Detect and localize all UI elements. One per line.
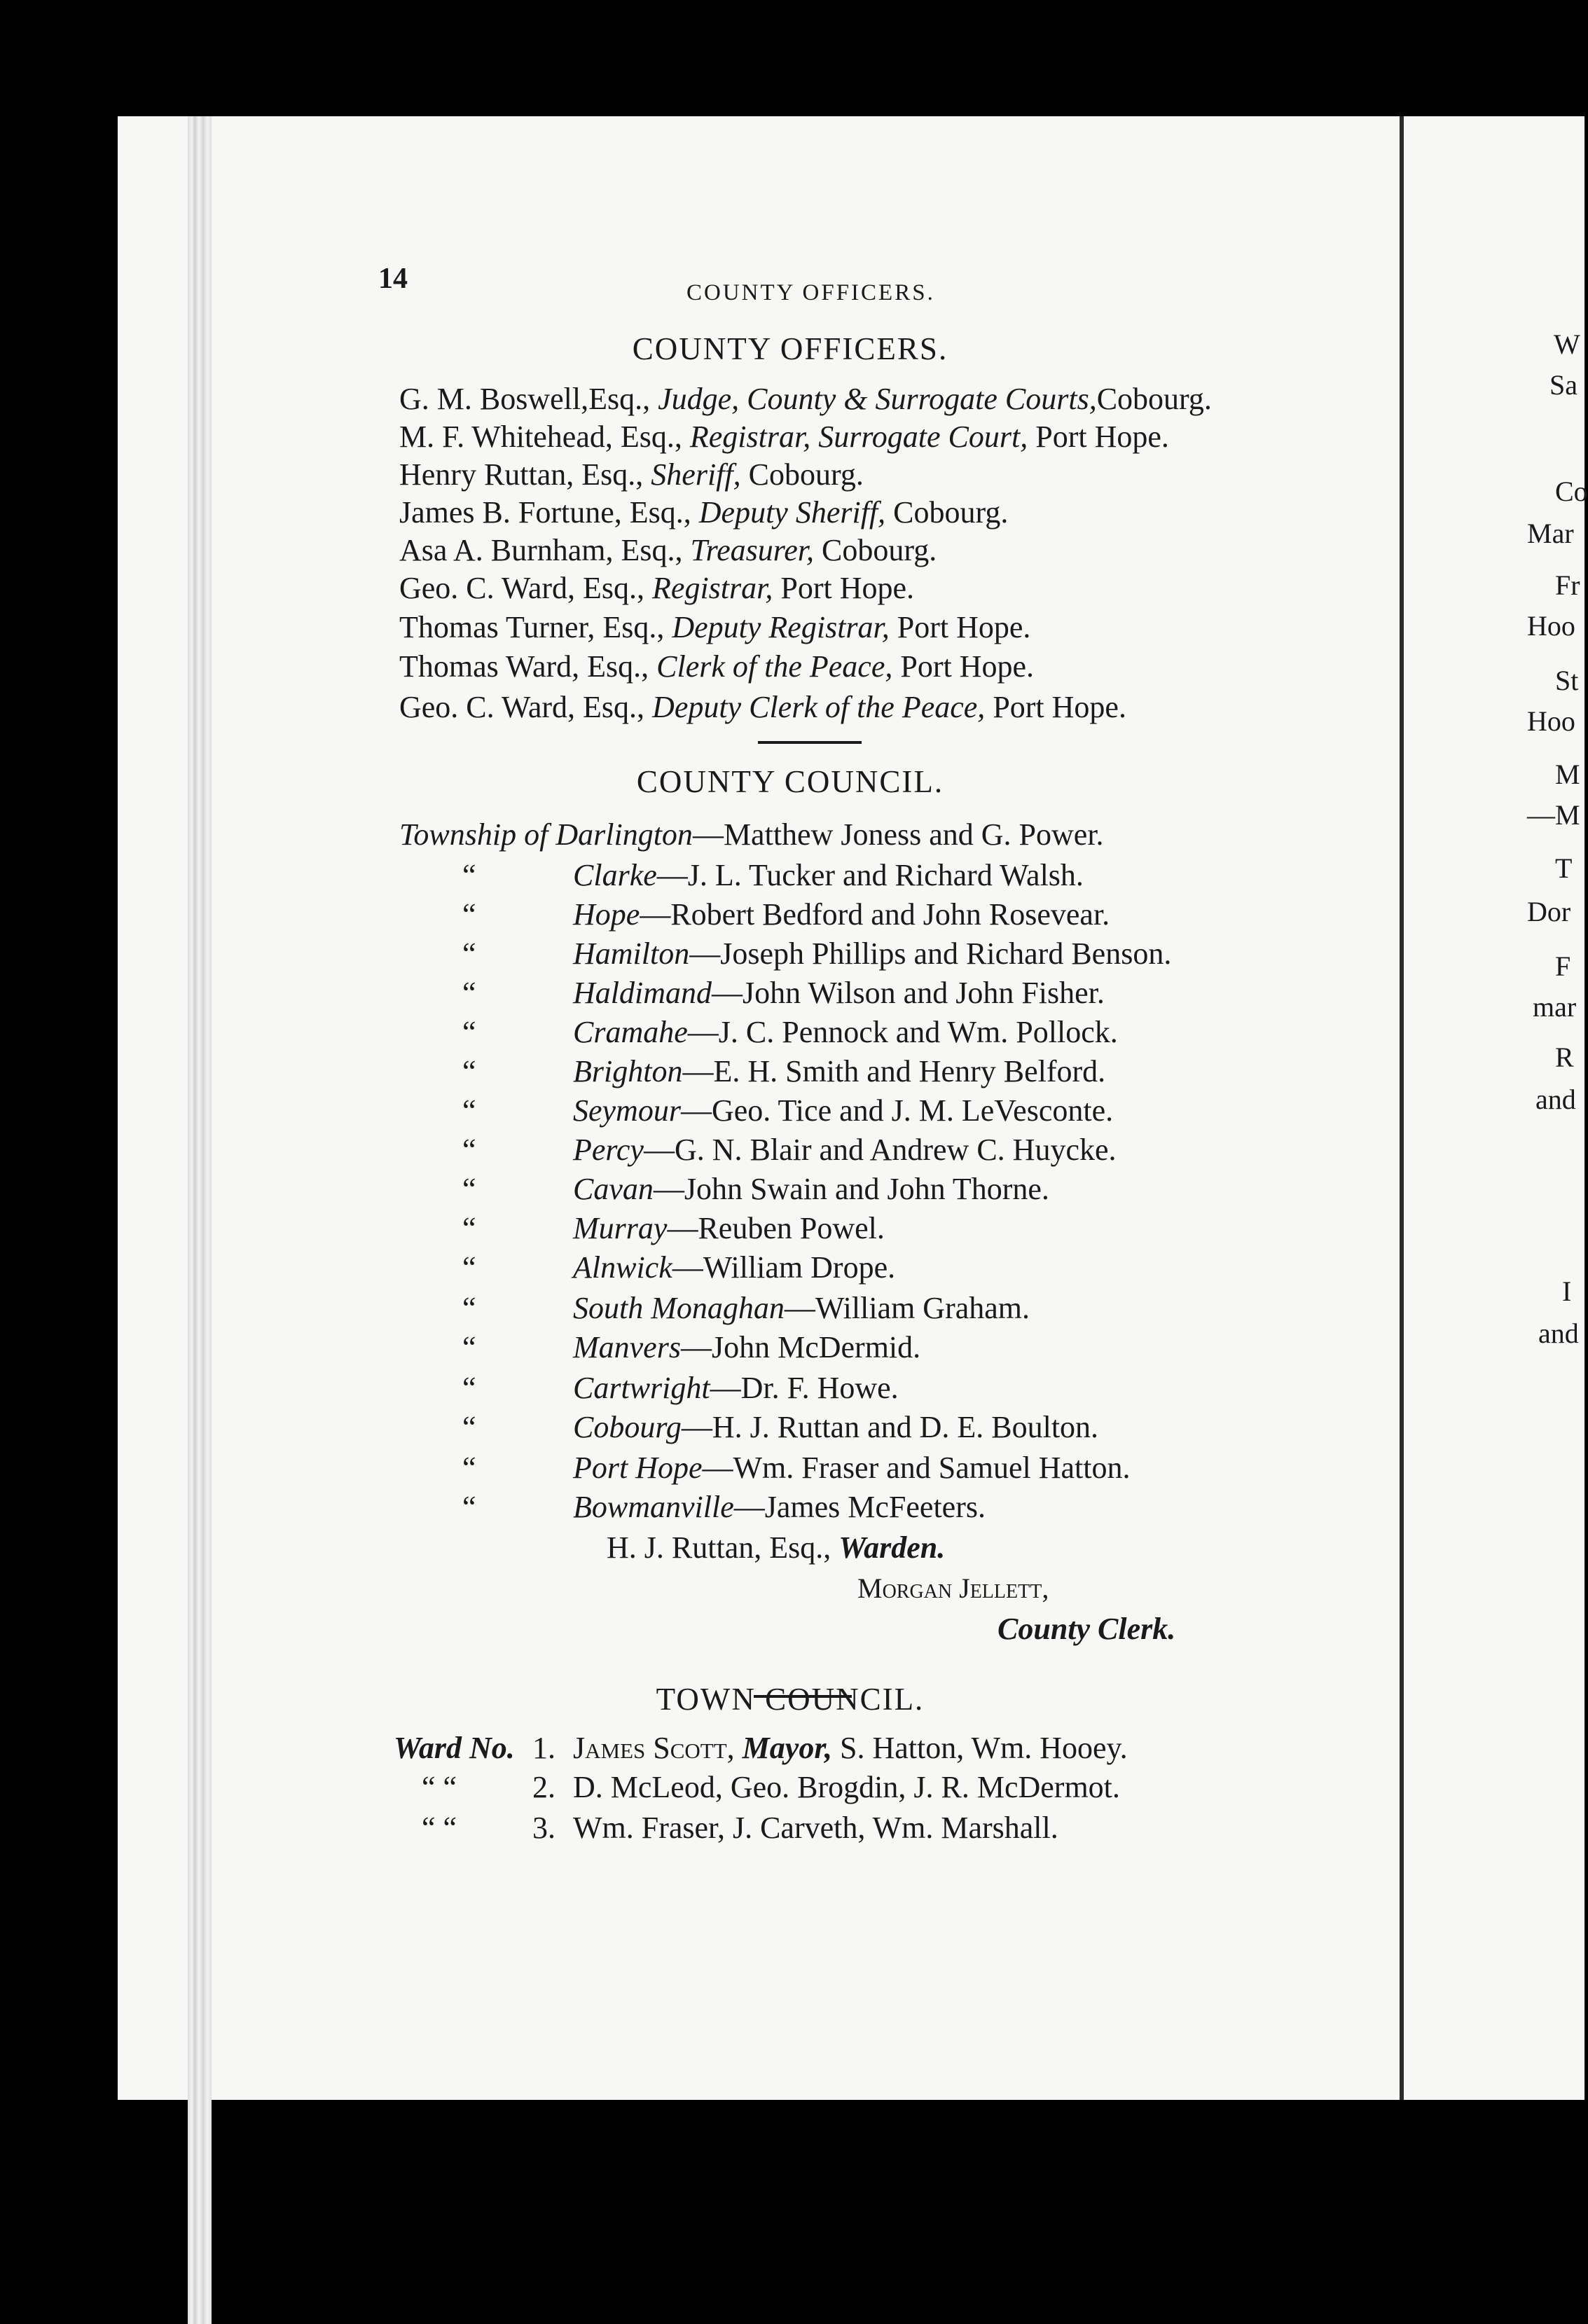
facing-fragment: mar — [1533, 991, 1577, 1023]
ward-line: Wm. Fraser, J. Carveth, Wm. Marshall. — [573, 1811, 1058, 1845]
facing-fragment: St — [1555, 665, 1579, 696]
council-line: “ — [462, 1490, 476, 1524]
running-head: COUNTY OFFICERS. — [686, 280, 935, 305]
officer-line: Thomas Ward, Esq., Clerk of the Peace, Port Hope. — [399, 649, 1035, 684]
council-line: “ — [462, 897, 476, 932]
council-line: Cobourg—H. J. Ruttan and D. E. Boulton. — [573, 1410, 1099, 1444]
facing-fragment: and — [1535, 1084, 1576, 1115]
officer-line: James B. Fortune, Esq., Deputy Sheriff, Cobourg. — [399, 495, 1009, 530]
council-line: Alnwick—William Drope. — [573, 1250, 896, 1285]
page-number: 14 — [378, 263, 408, 295]
council-line: “ — [462, 1451, 476, 1485]
facing-fragment: —M — [1527, 799, 1580, 831]
facing-fragment: W — [1554, 328, 1580, 360]
officer-line: Henry Ruttan, Esq., Sheriff, Cobourg. — [399, 457, 864, 492]
county-council-title: COUNTY COUNCIL. — [636, 764, 944, 799]
council-line: Haldimand—John Wilson and John Fisher. — [573, 976, 1105, 1010]
section-divider — [758, 741, 862, 744]
council-line: Cramahe—J. C. Pennock and Wm. Pollock. — [573, 1015, 1118, 1049]
facing-fragment: and — [1538, 1317, 1579, 1349]
ward-line: 2. — [532, 1770, 555, 1804]
council-line: Cavan—John Swain and John Thorne. — [573, 1172, 1049, 1206]
council-line: “ — [462, 1330, 476, 1364]
council-line: Manvers—John McDermid. — [573, 1330, 921, 1364]
council-line: Port Hope—Wm. Fraser and Samuel Hatton. — [573, 1451, 1131, 1485]
facing-fragment: Mar — [1527, 518, 1574, 549]
facing-fragment: Dor — [1527, 896, 1571, 927]
officer-line: Thomas Turner, Esq., Deputy Registrar, Port Hope. — [399, 610, 1031, 644]
council-line: “ — [462, 1211, 476, 1245]
ward-line: 3. — [532, 1811, 555, 1845]
officer-line: Asa A. Burnham, Esq., Treasurer, Cobourg. — [399, 533, 937, 567]
clerk-name: Morgan Jellett, — [857, 1572, 1049, 1604]
council-line: Clarke—J. L. Tucker and Richard Walsh. — [573, 858, 1084, 892]
ward-line: James Scott, Mayor, S. Hatton, Wm. Hooey. — [573, 1731, 1128, 1765]
council-line: Bowmanville—James McFeeters. — [573, 1490, 986, 1524]
ward-line: 1. — [532, 1731, 555, 1765]
county-officers-title: COUNTY OFFICERS. — [632, 331, 948, 366]
council-line: Hamilton—Joseph Phillips and Richard Benson. — [573, 936, 1172, 971]
council-line: Seymour—Geo. Tice and J. M. LeVesconte. — [573, 1093, 1114, 1128]
council-line: “ — [462, 1054, 476, 1088]
council-line: Hope—Robert Bedford and John Rosevear. — [573, 897, 1110, 932]
council-line: “ — [462, 1410, 476, 1444]
ward-line: “ “ — [422, 1770, 457, 1804]
facing-fragment: Sa — [1549, 369, 1577, 401]
officer-line: Geo. C. Ward, Esq., Registrar, Port Hope. — [399, 571, 915, 605]
council-line: South Monaghan—William Graham. — [573, 1291, 1030, 1325]
facing-fragment: Fr — [1555, 569, 1580, 601]
council-line: “ — [462, 936, 476, 971]
council-line: “ — [462, 1250, 476, 1285]
facing-fragment: Hoo — [1527, 610, 1575, 642]
facing-fragment: Hoo — [1527, 705, 1575, 737]
council-line: “ — [462, 1291, 476, 1325]
officer-line: Geo. C. Ward, Esq., Deputy Clerk of the Peace, Port Hope. — [399, 690, 1126, 724]
officer-line: G. M. Boswell,Esq., Judge, County & Surrogate Courts,Cobourg. — [399, 382, 1212, 416]
page-gutter — [188, 116, 212, 2324]
facing-fragment: I — [1562, 1275, 1572, 1307]
council-line: Township of Darlington—Matthew Joness and G. Power. — [399, 817, 1104, 852]
town-council-title: TOWN COUNCIL. — [656, 1682, 925, 1717]
facing-fragment: F — [1555, 950, 1571, 982]
council-line: “ — [462, 1015, 476, 1049]
clerk-title: County Clerk. — [997, 1612, 1176, 1646]
facing-fragment: M — [1555, 759, 1580, 790]
council-line: “ — [462, 976, 476, 1010]
council-line: “ — [462, 1093, 476, 1128]
council-line: “ — [462, 1371, 476, 1405]
council-line: “ — [462, 1133, 476, 1167]
ward-line: D. McLeod, Geo. Brogdin, J. R. McDermot. — [573, 1770, 1120, 1804]
ward-line: Ward No. — [394, 1731, 515, 1765]
council-line: Cartwright—Dr. F. Howe. — [573, 1371, 899, 1405]
council-line: Brighton—E. H. Smith and Henry Belford. — [573, 1054, 1106, 1088]
council-line: “ — [462, 858, 476, 892]
facing-fragment: Co — [1555, 476, 1588, 507]
facing-fragment: T — [1555, 852, 1573, 884]
ward-line: “ “ — [422, 1811, 457, 1845]
facing-fragment: R — [1555, 1042, 1574, 1073]
warden-line: H. J. Ruttan, Esq., Warden. — [607, 1530, 946, 1565]
council-line: “ — [462, 1172, 476, 1206]
council-line: Murray—Reuben Powel. — [573, 1211, 885, 1245]
council-line: Percy—G. N. Blair and Andrew C. Huycke. — [573, 1133, 1117, 1167]
officer-line: M. F. Whitehead, Esq., Registrar, Surrogate Court, Port Hope. — [399, 420, 1169, 454]
